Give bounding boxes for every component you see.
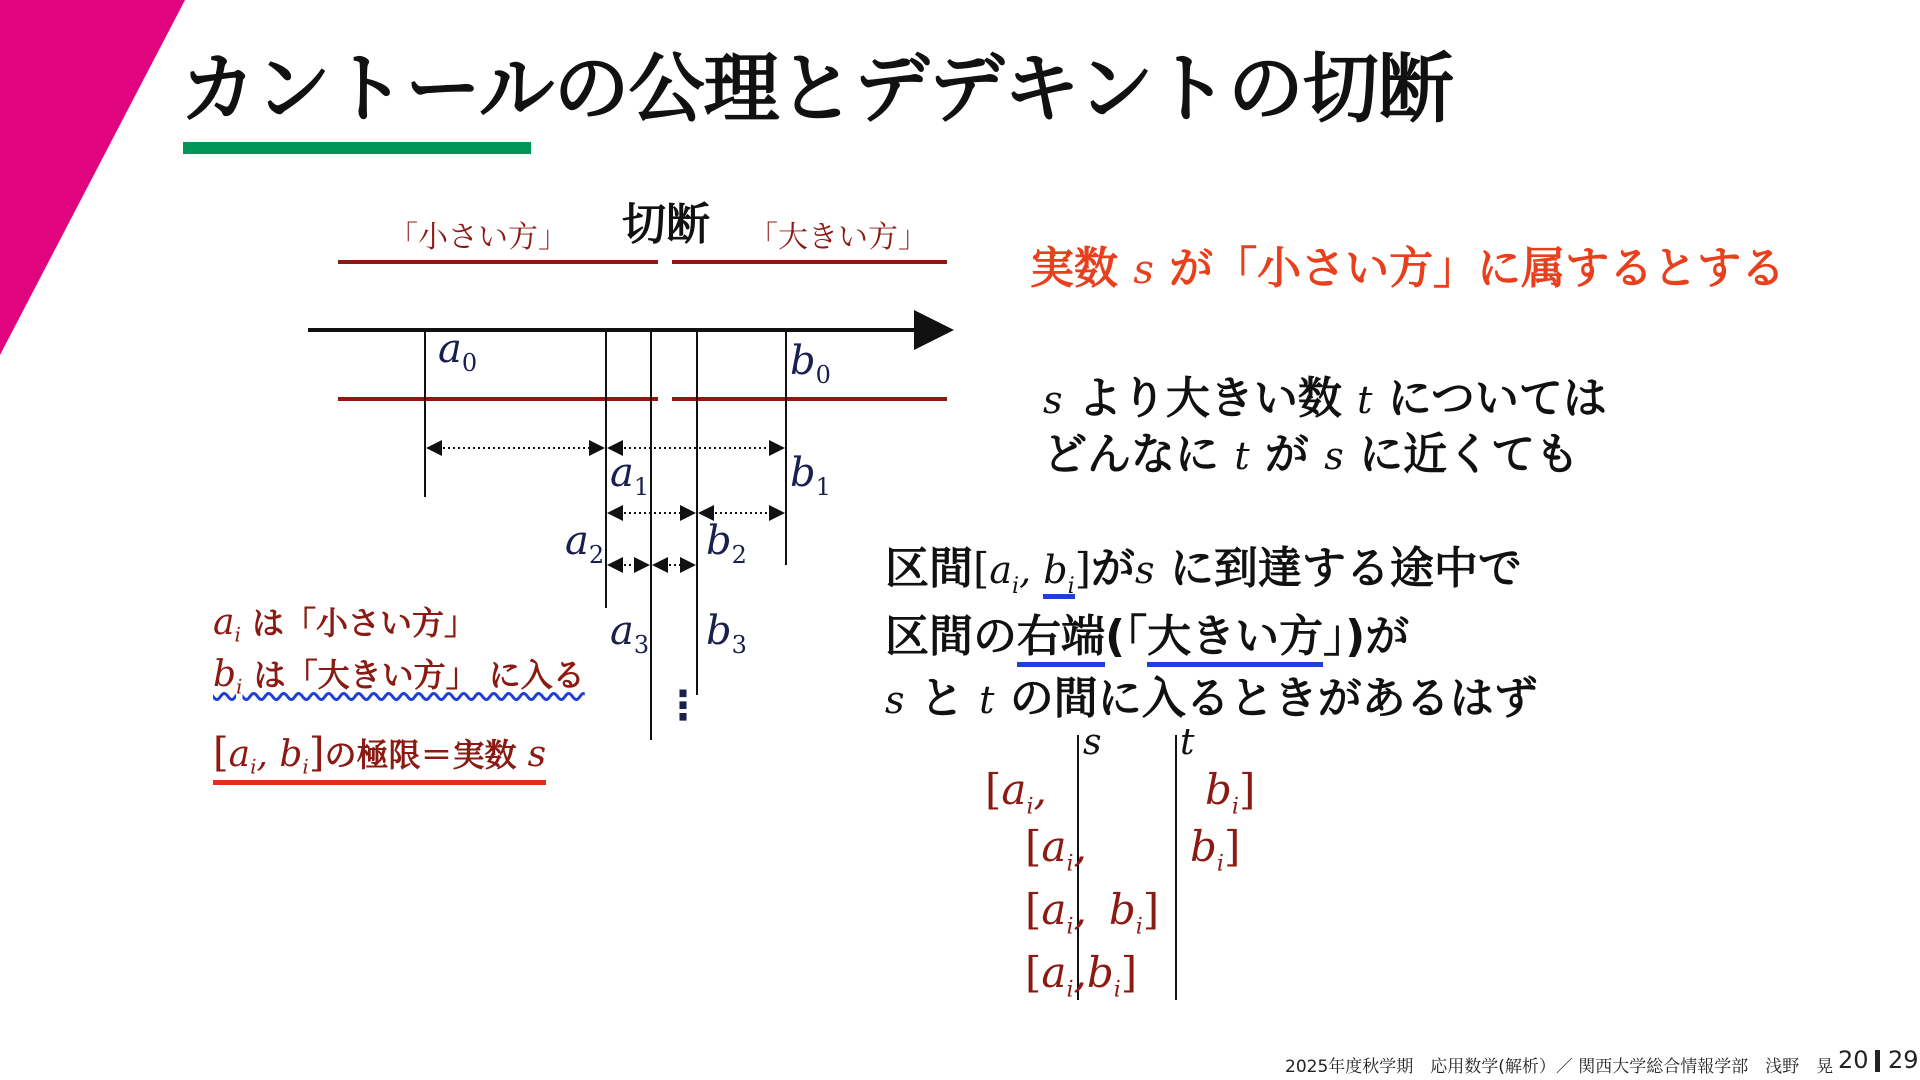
assumption-statement: 実数 s が「小さい方」に属するとする	[1030, 243, 1786, 294]
label-cut: 切断	[622, 199, 710, 250]
label-b2: $b_2$	[706, 518, 747, 569]
vertical-ellipsis: ⋮	[663, 683, 703, 729]
claim-line-2: 区間の右端(「大きい方」)が	[885, 600, 1409, 664]
label-a2: $a_2$	[565, 518, 605, 569]
label-a3: $a_3$	[610, 608, 650, 659]
interval-row-1-left: [$a_i$,	[985, 765, 1047, 820]
note-ai-small: $a_i$ は「小さい方」	[213, 602, 477, 647]
label-b3: $b_3$	[706, 608, 747, 659]
interval-row-4: $[a_i,b_i]$	[1025, 948, 1138, 1003]
page-number: 20	[1838, 1046, 1869, 1074]
page-separator	[1875, 1050, 1880, 1072]
interval-row-1-right: $b_i$]	[1205, 765, 1256, 820]
t-marker: t	[1180, 722, 1195, 763]
claim-line-1: 区間[$a_i$, $b_i$]がs に到達する途中で	[885, 543, 1522, 599]
claim-line-3: s と t の間に入るときがあるはず	[885, 673, 1538, 724]
note-limit-equals-s: [$a_i$, $b_i$]の極限＝実数 s	[213, 730, 546, 778]
label-b1: $b_1$	[790, 450, 831, 501]
interval-row-3: [$a_i$, $b_i$]	[1025, 885, 1160, 940]
label-small-side: 「小さい方」	[388, 220, 568, 255]
page-total: 29	[1888, 1046, 1919, 1074]
slide-title: カントールの公理とデデキントの切断	[180, 44, 1453, 133]
interval-row-2-left: [$a_i$,	[1025, 822, 1087, 877]
footer-course-info: 2025年度秋学期 応用数学(解析）／ 関西大学総合情報学部 浅野 晃	[1285, 1057, 1834, 1077]
label-a1: $a_1$	[610, 450, 650, 501]
label-a0: $a_0$	[438, 326, 478, 377]
paragraph-however-close: どんなに t が s に近くても	[1043, 429, 1580, 480]
label-b0: $b_0$	[790, 338, 831, 389]
note-bi-large: $b_i$ は「大きい方」 に入る	[213, 654, 585, 699]
label-large-side: 「大きい方」	[748, 220, 928, 255]
interval-row-2-right: $b_i$]	[1190, 822, 1241, 877]
paragraph-larger-number: s より大きい数 t については	[1043, 373, 1607, 424]
s-marker: s	[1083, 722, 1102, 763]
